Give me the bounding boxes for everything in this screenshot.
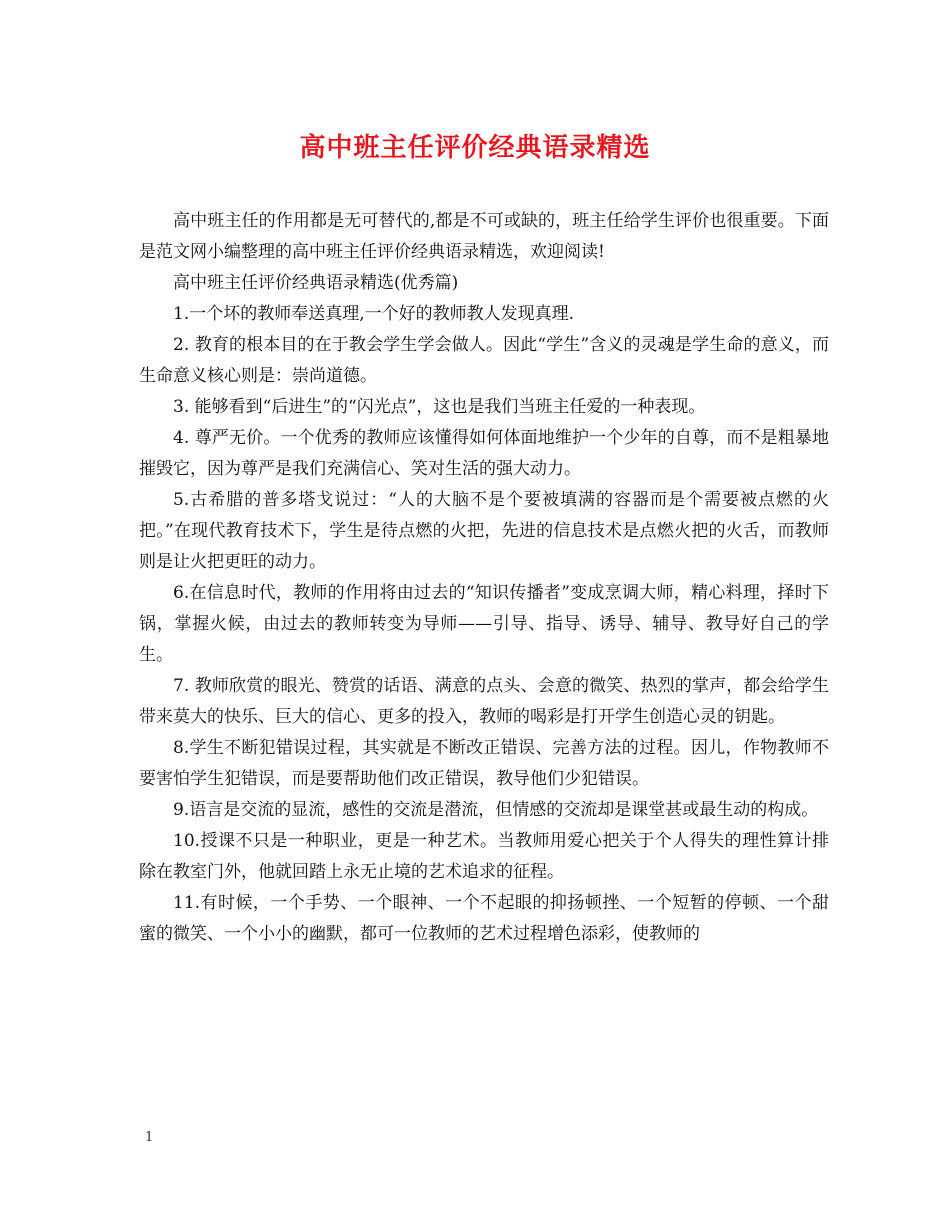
- intro-paragraph: 高中班主任的作用都是无可替代的,都是不可或缺的，班主任给学生评价也很重要。下面是范文网小编整理的高中班主任评价经典语录精选，欢迎阅读!: [139, 211, 829, 262]
- quote-paragraph-5: 5.古希腊的普多塔戈说过：“人的大脑不是个要被填满的容器而是个需要被点燃的火把。”在现代教育技术下，学生是待点燃的火把，先进的信息技术是点燃火把的火舌，而教师则是让火把更旺的动力。: [139, 490, 829, 572]
- quote-paragraph-11: 11.有时候，一个手势、一个眼神、一个不起眼的抑扬顿挫、一个短暂的停顿、一个甜蜜的微笑、一个小小的幽默，都可一位教师的艺术过程增色添彩，使教师的: [139, 893, 829, 944]
- quote-paragraph-9: 9.语言是交流的显流，感性的交流是潜流，但情感的交流却是课堂甚或最生动的构成。: [173, 800, 819, 820]
- quote-paragraph-3: 3. 能够看到“后进生”的“闪光点”，这也是我们当班主任爱的一种表现。: [173, 397, 706, 417]
- quote-paragraph-10: 10.授课不只是一种职业，更是一种艺术。当教师用爱心把关于个人得失的理性算计排除在教室门外，他就回踏上永无止境的艺术追求的征程。: [139, 831, 829, 882]
- quote-paragraph-6: 6.在信息时代，教师的作用将由过去的“知识传播者”变成烹调大师，精心料理，择时下锅，掌握火候，由过去的教师转变为导师——引导、指导、诱导、辅导、教导好自己的学生。: [139, 583, 829, 665]
- section-heading: 高中班主任评价经典语录精选(优秀篇): [173, 273, 459, 293]
- quote-paragraph-1: 1.一个坏的教师奉送真理,一个好的教师教人发现真理.: [173, 304, 575, 324]
- quote-paragraph-2: 2. 教育的根本目的在于教会学生学会做人。因此“学生”含义的灵魂是学生命的意义，而生命意义核心则是：崇尚道德。: [139, 335, 829, 386]
- page-number: 1: [145, 1130, 154, 1145]
- quote-paragraph-7: 7. 教师欣赏的眼光、赞赏的话语、满意的点头、会意的微笑、热烈的掌声，都会给学生带来莫大的快乐、巨大的信心、更多的投入，教师的喝彩是打开学生创造心灵的钥匙。: [139, 676, 829, 727]
- quote-paragraph-4: 4. 尊严无价。一个优秀的教师应该懂得如何体面地维护一个少年的自尊，而不是粗暴地摧毁它，因为尊严是我们充满信心、笑对生活的强大动力。: [139, 428, 829, 479]
- quote-paragraph-8: 8.学生不断犯错误过程，其实就是不断改正错误、完善方法的过程。因儿，作物教师不要害怕学生犯错误，而是要帮助他们改正错误，教导他们少犯错误。: [139, 738, 829, 789]
- document-body: [139, 206, 829, 950]
- document-title: 高中班主任评价经典语录精选: [299, 133, 651, 163]
